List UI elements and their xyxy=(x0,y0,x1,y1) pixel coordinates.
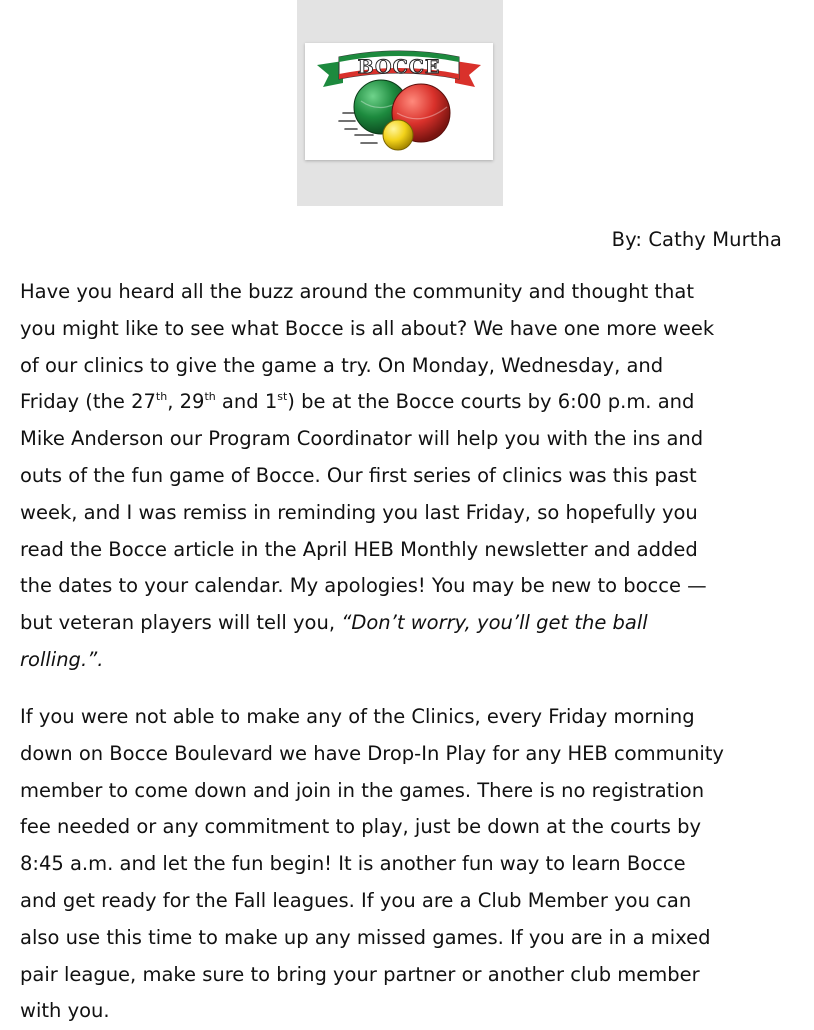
text-line: Have you heard all the buzz around the community and thought that xyxy=(20,280,695,303)
text-line: pair league, make sure to bring your partner or another club member xyxy=(20,962,700,986)
paragraph-2 xyxy=(20,699,790,1030)
text-run: Friday (the 27 xyxy=(20,390,156,414)
ordinal-suffix: th xyxy=(155,389,168,403)
text-run: ) be at the Bocce courts by 6:00 p.m. and xyxy=(287,390,695,414)
text-line: you might like to see what Bocce is all about? We have one more week xyxy=(20,316,715,340)
text-line: 8:45 a.m. and let the fun begin! It is another fun way to learn Bocce xyxy=(20,852,686,876)
text-run: and 1 xyxy=(215,390,278,414)
article-body xyxy=(20,274,790,1030)
text-line: of our clinics to give the game a try. On Monday, Wednesday, and xyxy=(20,353,664,377)
yellow-ball xyxy=(383,120,413,150)
text-line: member to come down and join in the games. There is no registration xyxy=(20,778,705,802)
text-line: with you. xyxy=(20,999,110,1023)
quote-text: rolling.”. xyxy=(20,647,104,671)
text-run: but veteran players will tell you, xyxy=(20,611,342,635)
text-line: outs of the fun game of Bocce. Our first series of clinics was this past xyxy=(20,463,697,487)
text-line: and get ready for the Fall leagues. If you are a Club Member you can xyxy=(20,888,692,912)
ordinal-suffix: st xyxy=(277,389,288,403)
text-line: also use this time to make up any missed games. If you are in a mixed xyxy=(20,925,711,949)
bocce-balls-illustration xyxy=(305,43,493,160)
text-line: fee needed or any commitment to play, just be down at the courts by xyxy=(20,815,702,839)
logo-panel xyxy=(297,0,503,206)
bocce-logo xyxy=(305,43,493,160)
paragraph-1 xyxy=(20,274,790,674)
text-line: If you were not able to make any of the Clinics, every Friday morning xyxy=(20,705,695,728)
text-run: , 29 xyxy=(167,390,205,414)
text-line xyxy=(20,384,790,421)
text-line xyxy=(20,605,790,642)
text-line: read the Bocce article in the April HEB Monthly newsletter and added xyxy=(20,537,698,561)
text-line xyxy=(20,642,790,679)
text-line: week, and I was remiss in reminding you last Friday, so hopefully you xyxy=(20,500,698,524)
author-byline: By: Cathy Murtha xyxy=(611,228,782,251)
logo-text: BOCCE xyxy=(357,56,441,78)
ordinal-suffix: th xyxy=(204,389,216,403)
text-line: the dates to your calendar. My apologies! You may be new to bocce — xyxy=(20,574,707,598)
text-line: down on Bocce Boulevard we have Drop-In Play for any HEB community xyxy=(20,741,724,765)
text-line: Mike Anderson our Program Coordinator will help you with the ins and xyxy=(20,427,704,451)
quote-text: “Don’t worry, you’ll get the ball xyxy=(341,611,648,635)
